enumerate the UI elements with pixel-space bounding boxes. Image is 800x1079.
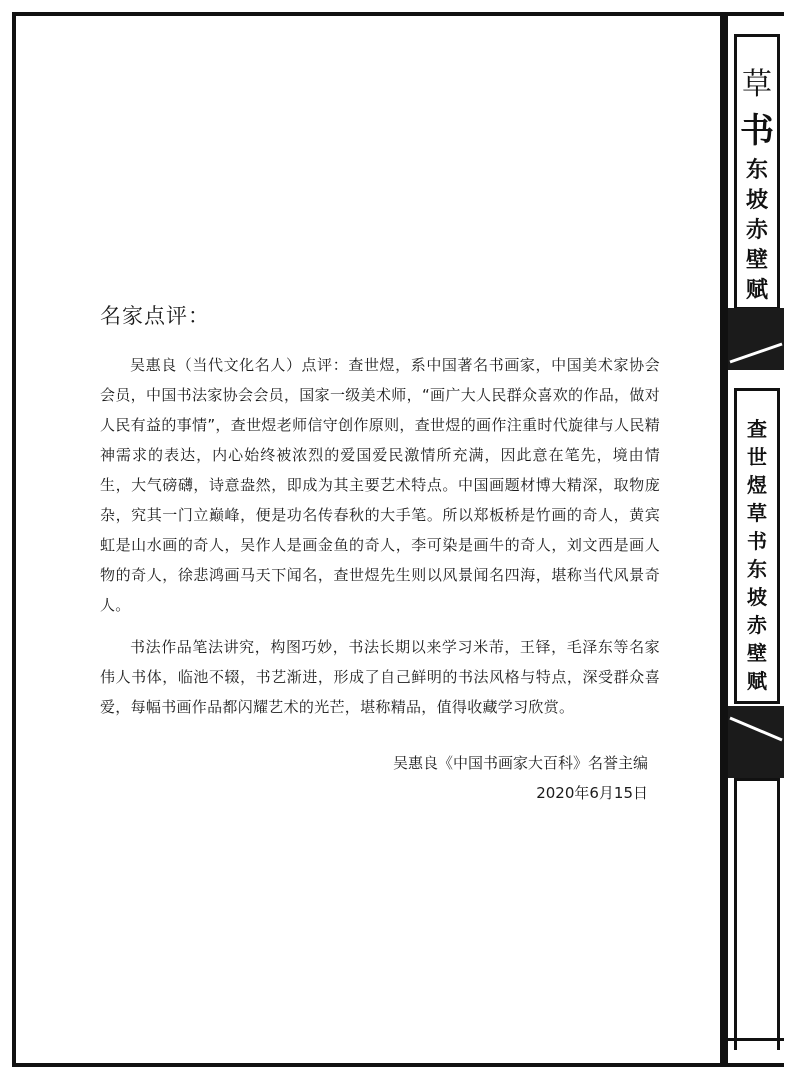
review-signature: [100, 748, 660, 808]
spine-char: 赋: [745, 277, 768, 303]
spine-char: 书: [740, 111, 774, 151]
spine-char: 坡: [747, 585, 767, 609]
review-heading: 名家点评：: [100, 304, 210, 328]
spine-char: 赤: [745, 217, 768, 243]
spine-char: 东: [747, 557, 767, 581]
spine-char: 书: [747, 529, 767, 553]
spine-divider: [720, 12, 728, 1067]
spine-empty-label: [734, 778, 780, 1050]
spine-dark-band: [728, 706, 784, 778]
spine-char: 草: [742, 67, 772, 102]
spine-band-stripe: [728, 308, 784, 370]
spine-title-label: [734, 34, 780, 310]
book-spine: [728, 16, 784, 1063]
spine-char: 壁: [745, 247, 768, 273]
spine-char: 东: [745, 157, 768, 183]
spine-char: 煜: [747, 473, 767, 497]
spine-char: 壁: [747, 641, 767, 665]
spine-char: 草: [747, 501, 767, 525]
spine-foot: [728, 1038, 784, 1063]
signature-date: 2020年6月15日: [536, 784, 648, 802]
spine-char: 赋: [747, 669, 767, 693]
review-paragraph: 吴惠良（当代文化名人）点评：查世煜，系中国著名书画家，中国美术家协会会员，中国书法家协会会员，国家一级美术师，“画广大人民群众喜欢的作品，做对人民有益的事情”，查世煜老师信守创作原则，查世煜的画作注重时代旋律与人民精神需求的表达，内心始终被浓烈的爱国爱民激情所充满，因此意在笔先，境由情生，大气磅礴，诗意盎然，即成为其主要艺术特点。中国画题材博大精深，取物庞杂，究其一门立巅峰，便是功名传春秋的大手笔。所以郑板桥是竹画的奇人，黄宾虹是山水画的奇人，吴作人是画金鱼的奇人，李可染是画牛的奇人，刘文西是画人物的奇人，徐悲鸿画马天下闻名，查世煜先生则以风景闻名四海，堪称当代风景奇人。: [100, 356, 660, 614]
spine-dark-band: [728, 308, 784, 370]
spine-char: 查: [747, 417, 767, 441]
spine-band-stripe: [728, 706, 784, 778]
review-paragraph: 书法作品笔法讲究，构图巧妙，书法长期以来学习米芾，王铎，毛泽东等名家伟人书体，临池不辍，书艺渐进，形成了自己鲜明的书法风格与特点，深受群众喜爱，每幅书画作品都闪耀艺术的光芒，堪称精品，值得收藏学习欣赏。: [100, 638, 660, 716]
review-content: [100, 300, 660, 808]
spine-char: 坡: [745, 187, 768, 213]
spine-char: 世: [747, 445, 767, 469]
signature-line: 吴惠良《中国书画家大百科》名誉主编: [392, 754, 648, 772]
spine-author-label: [734, 388, 780, 704]
spine-char: 赤: [747, 613, 767, 637]
